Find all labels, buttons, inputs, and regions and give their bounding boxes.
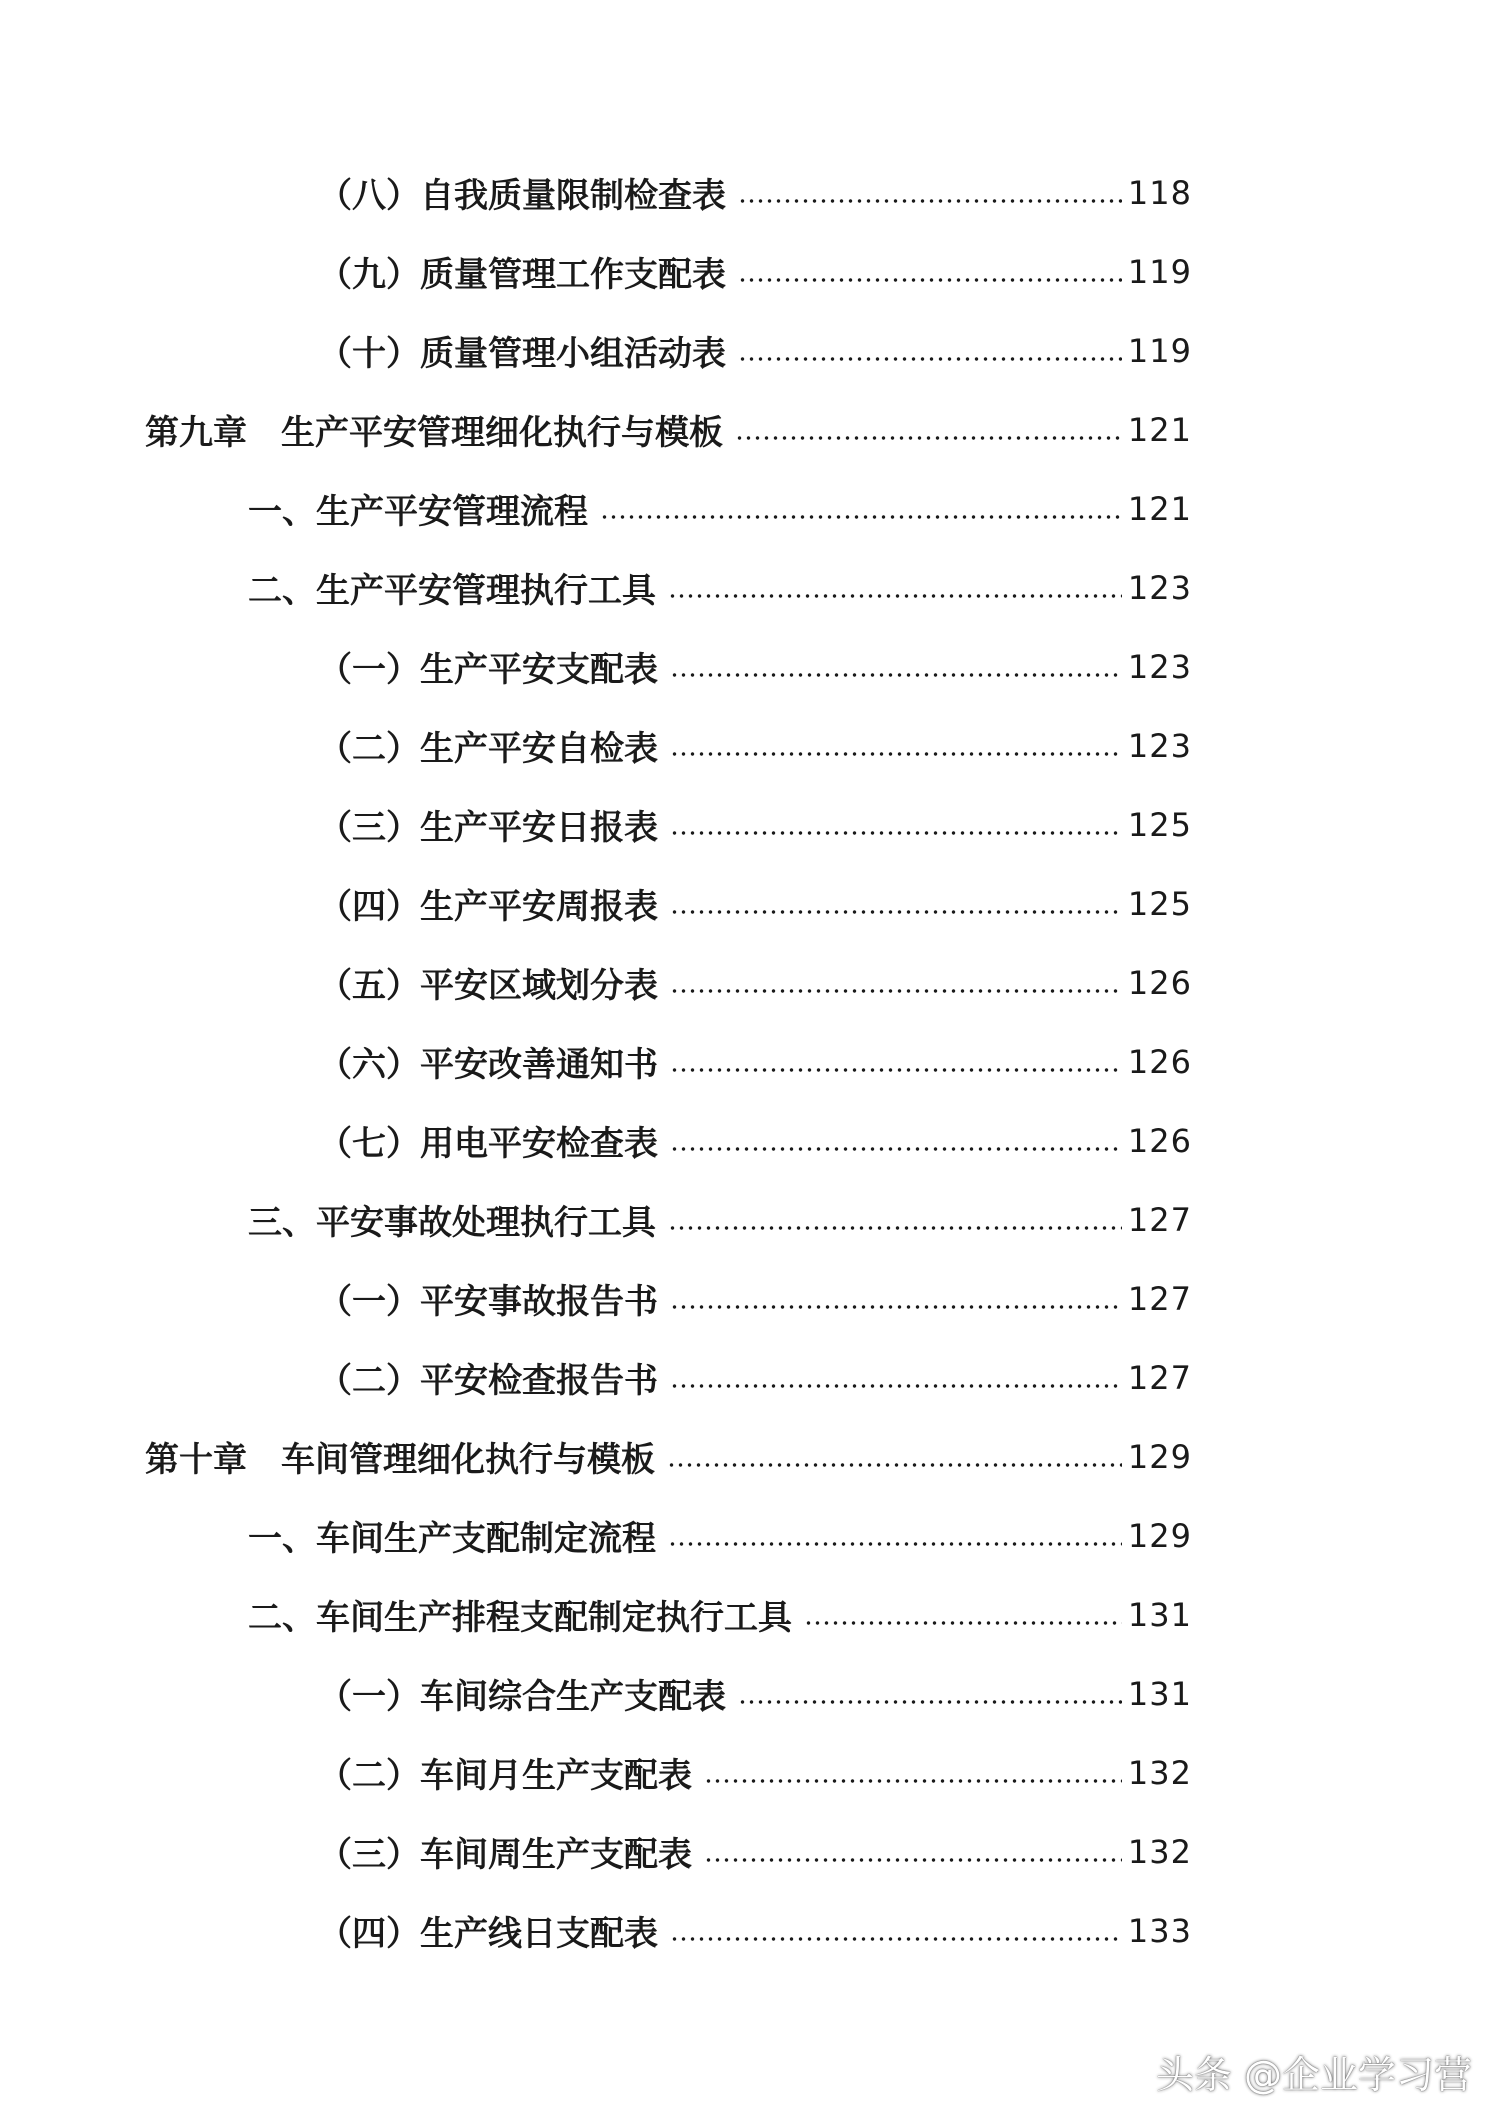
toc-entry-inner [318,1101,1192,1180]
toc-entry-inner [318,232,1192,311]
toc-entry-label: （二）车间月生产支配表 [318,1756,692,1796]
toc-entry-inner [145,1417,1192,1496]
toc-page-number: 131 [1127,1674,1192,1713]
toc-entry-inner [318,706,1192,785]
toc-leader-dots [670,1279,1122,1319]
toc-subsection-entry [0,627,1500,706]
toc-subsection-entry [0,706,1500,785]
toc-page-number: 126 [1127,1042,1192,1081]
toc-section-entry [0,1496,1500,1575]
toc-subsection-entry [0,311,1500,390]
toc-leader-dots [804,1595,1122,1635]
toc-page-number: 123 [1127,568,1192,607]
toc-leader-dots [668,1516,1122,1556]
toc-page-number: 129 [1127,1516,1192,1555]
toc-entry-label: （一）平安事故报告书 [318,1282,658,1322]
toc-subsection-entry [0,1812,1500,1891]
toc-entry-label: （三）车间周生产支配表 [318,1835,692,1875]
toc-leader-dots [670,726,1122,766]
toc-entry-label: （四）生产平安周报表 [318,887,658,927]
toc-entry-label: （一）生产平安支配表 [318,650,658,690]
toc-leader-dots [670,1911,1122,1951]
toc-subsection-entry [0,943,1500,1022]
toc-page-number: 132 [1127,1753,1192,1792]
toc-entry-inner [318,311,1192,390]
toc-entry-label: （九）质量管理工作支配表 [318,255,726,295]
toc-leader-dots [670,884,1122,924]
toc-page-number: 132 [1127,1832,1192,1871]
toc-entry-inner [318,627,1192,706]
toc-leader-dots [704,1832,1122,1872]
toc-subsection-entry [0,1259,1500,1338]
toc-entry-inner [248,548,1192,627]
toc-page-number: 133 [1127,1911,1192,1950]
toc-leader-dots [738,173,1122,213]
toc-page-number: 127 [1127,1358,1192,1397]
toc-entry-label: （五）平安区域划分表 [318,966,658,1006]
toc-leader-dots [668,1200,1122,1240]
toc-page-number: 119 [1127,252,1192,291]
toc-entry-inner [318,1733,1192,1812]
toc-page-number: 126 [1127,1121,1192,1160]
toc-subsection-entry [0,864,1500,943]
toc-entry-label: （二）平安检查报告书 [318,1361,658,1401]
toc-entry-inner [318,1022,1192,1101]
toc-leader-dots [670,963,1122,1003]
toc-page-number: 118 [1127,173,1192,212]
toc-subsection-entry [0,1891,1500,1970]
toc-page-number: 125 [1127,805,1192,844]
toc-leader-dots [600,489,1122,529]
toc-leader-dots [670,805,1122,845]
toc-subsection-entry [0,1022,1500,1101]
toc-subsection-entry [0,153,1500,232]
toc-page-number: 126 [1127,963,1192,1002]
toc-page-number: 127 [1127,1200,1192,1239]
toc-entry-label: （七）用电平安检查表 [318,1124,658,1164]
toc-leader-dots [738,331,1122,371]
toc-leader-dots [738,252,1122,292]
toc-page-number: 121 [1127,489,1192,528]
toc-entry-label: 第九章 生产平安管理细化执行与模板 [145,413,723,453]
toc-page-number: 123 [1127,647,1192,686]
toc-leader-dots [670,1042,1122,1082]
toc-entry-inner [318,1654,1192,1733]
toc-entry-inner [248,1496,1192,1575]
toc-entry-label: 一、生产平安管理流程 [248,492,588,532]
toc-entry-label: 一、车间生产支配制定流程 [248,1519,656,1559]
toc-entry-label: （八）自我质量限制检查表 [318,176,726,216]
table-of-contents [0,153,1500,1970]
toc-entry-label: 三、平安事故处理执行工具 [248,1203,656,1243]
toc-page-number: 121 [1127,410,1192,449]
toc-entry-label: 二、生产平安管理执行工具 [248,571,656,611]
toc-section-entry [0,1575,1500,1654]
toc-subsection-entry [0,1101,1500,1180]
watermark: 头条 @企业学习营 [1155,2053,1472,2097]
toc-entry-inner [318,1338,1192,1417]
toc-subsection-entry [0,1654,1500,1733]
toc-section-entry [0,548,1500,627]
toc-leader-dots [668,568,1122,608]
toc-chapter-entry [0,390,1500,469]
toc-leader-dots [704,1753,1122,1793]
toc-entry-inner [248,1180,1192,1259]
toc-subsection-entry [0,1733,1500,1812]
toc-leader-dots [670,1358,1122,1398]
toc-page-number: 129 [1127,1437,1192,1476]
toc-subsection-entry [0,232,1500,311]
toc-entry-inner [318,1259,1192,1338]
toc-leader-dots [670,647,1122,687]
toc-page-number: 127 [1127,1279,1192,1318]
toc-entry-inner [318,785,1192,864]
toc-leader-dots [738,1674,1122,1714]
toc-entry-label: 第十章 车间管理细化执行与模板 [145,1440,655,1480]
toc-page-number: 119 [1127,331,1192,370]
toc-entry-label: （十）质量管理小组活动表 [318,334,726,374]
toc-entry-inner [318,1891,1192,1970]
toc-entry-label: （二）生产平安自检表 [318,729,658,769]
toc-page-number: 131 [1127,1595,1192,1634]
toc-page-number: 125 [1127,884,1192,923]
toc-entry-inner [318,943,1192,1022]
toc-section-entry [0,1180,1500,1259]
toc-page-number: 123 [1127,726,1192,765]
toc-entry-label: （六）平安改善通知书 [318,1045,658,1085]
toc-entry-inner [145,390,1192,469]
toc-entry-label: 二、车间生产排程支配制定执行工具 [248,1598,792,1638]
toc-entry-inner [318,153,1192,232]
toc-section-entry [0,469,1500,548]
toc-entry-inner [248,1575,1192,1654]
toc-subsection-entry [0,785,1500,864]
toc-leader-dots [667,1437,1122,1477]
toc-entry-label: （四）生产线日支配表 [318,1914,658,1954]
toc-subsection-entry [0,1338,1500,1417]
toc-entry-inner [318,1812,1192,1891]
toc-entry-label: （三）生产平安日报表 [318,808,658,848]
toc-chapter-entry [0,1417,1500,1496]
toc-leader-dots [670,1121,1122,1161]
toc-entry-label: （一）车间综合生产支配表 [318,1677,726,1717]
toc-entry-inner [318,864,1192,943]
toc-entry-inner [248,469,1192,548]
toc-leader-dots [735,410,1122,450]
